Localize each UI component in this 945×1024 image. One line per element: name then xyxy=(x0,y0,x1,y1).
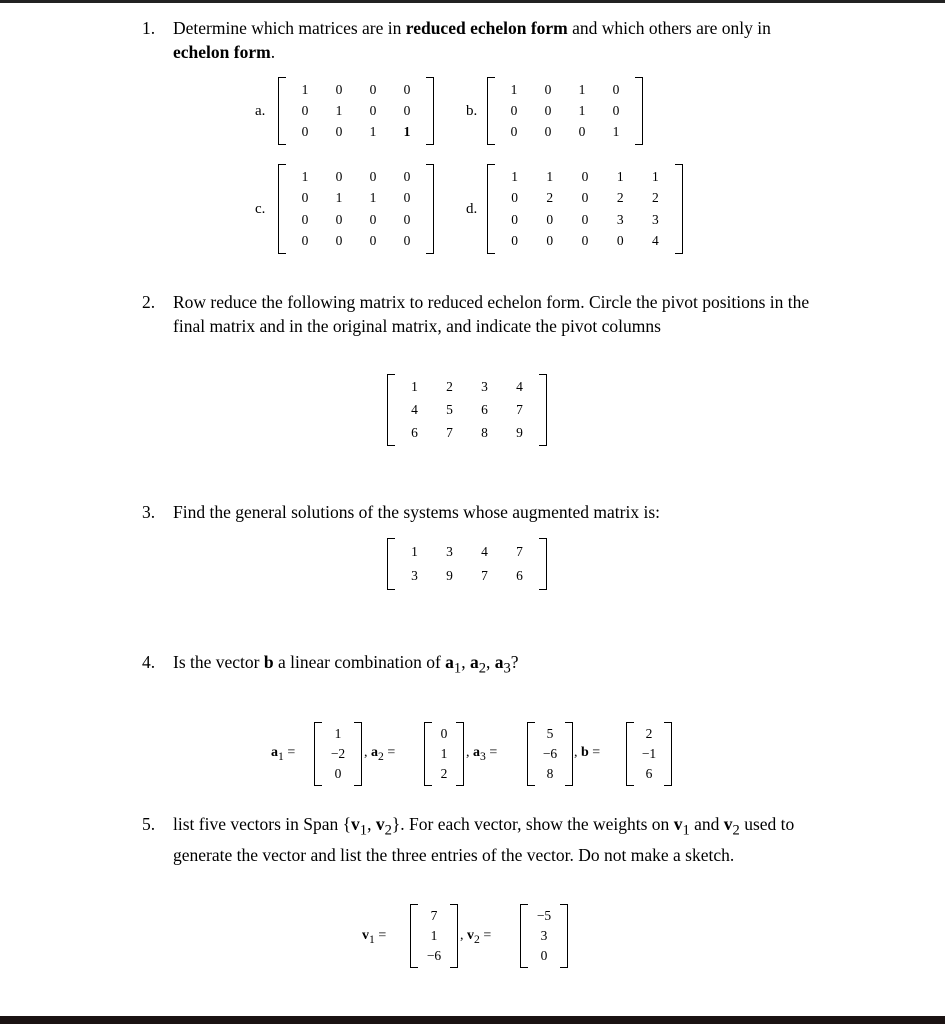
matrix-entry: 1 xyxy=(616,168,624,184)
matrix-entry: 0 xyxy=(369,81,377,97)
matrix-a xyxy=(278,77,434,145)
question-number: 2. xyxy=(142,292,156,312)
vector-v2-label: , $v_2$ = xyxy=(460,928,492,946)
matrix-entry: 3 xyxy=(446,544,453,559)
matrix-entry: 0 xyxy=(612,81,620,97)
question-text: Find the general solutions of the systems whose augmented matrix is: xyxy=(173,502,661,522)
matrix-entry: 0 xyxy=(301,211,309,227)
matrix-entry: −2 xyxy=(330,746,346,761)
matrix-entry: 0 xyxy=(301,233,309,249)
matrix-entry: 0 xyxy=(403,168,411,184)
matrix-entry: 7 xyxy=(481,568,488,583)
matrix-entry: −1 xyxy=(641,746,657,761)
matrix-entry: −5 xyxy=(536,908,552,923)
matrix-entry: 5 xyxy=(546,726,554,741)
matrix-entry: 0 xyxy=(581,211,589,227)
matrix-entry: 1 xyxy=(411,379,418,395)
matrix-entry: 6 xyxy=(516,568,523,583)
matrix-entry: 3 xyxy=(652,211,659,227)
matrix-entry: 0 xyxy=(511,233,518,249)
matrix-entry: 3 xyxy=(481,379,488,395)
matrix-entry: 6 xyxy=(645,766,653,781)
matrix-entry: 0 xyxy=(369,211,377,227)
matrix-entry: 0 xyxy=(335,81,343,97)
question-text: Row reduce the following matrix to reduced echelon form. Circle the pivot positions in the final matrix and in the original matrix, and indicate the pivot columns xyxy=(173,292,810,336)
matrix-entry: 8 xyxy=(546,766,554,781)
matrix-entry: 2 xyxy=(440,766,448,781)
matrix-entry: 1 xyxy=(440,746,448,761)
vector-a3 xyxy=(527,722,573,786)
matrix-entry: 4 xyxy=(516,379,523,395)
matrix-entry: 4 xyxy=(411,401,418,417)
matrix-entry: 1 xyxy=(369,190,377,206)
matrix-entry: 6 xyxy=(481,401,488,417)
augmented-matrix-q3 xyxy=(387,538,547,590)
matrix-entry: 0 xyxy=(335,168,343,184)
matrix-d xyxy=(487,164,683,254)
matrix-entry: 1 xyxy=(546,168,554,184)
matrix-entry: 0 xyxy=(335,124,343,140)
matrix-entry: 0 xyxy=(440,726,448,741)
question-1 xyxy=(142,16,822,64)
matrix-entry: 1 xyxy=(403,124,411,140)
matrix-entry: 0 xyxy=(369,168,377,184)
matrix-entry: 1 xyxy=(301,81,309,97)
matrix-c xyxy=(278,164,434,254)
matrix-q2 xyxy=(387,374,547,446)
matrix-entry: 0 xyxy=(546,211,554,227)
question-number: 5. xyxy=(142,814,156,834)
question-number: 3. xyxy=(142,502,156,522)
matrix-entry: 1 xyxy=(430,928,438,943)
matrix-entry: 0 xyxy=(544,124,552,140)
matrix-entry: 0 xyxy=(546,233,554,249)
matrix-entry: 1 xyxy=(301,168,309,184)
question-5 xyxy=(142,812,822,867)
matrix-label-a: a. xyxy=(255,103,266,119)
matrix-entry: 0 xyxy=(616,233,624,249)
matrix-entry: 0 xyxy=(510,102,518,118)
vector-b-label: , b = xyxy=(574,745,601,760)
matrix-entry: 2 xyxy=(652,190,659,206)
vector-a3-label: , $a_3$ = xyxy=(466,745,498,763)
matrix-label-d: d. xyxy=(466,201,478,217)
matrix-entry: 0 xyxy=(403,233,411,249)
matrix-entry: 0 xyxy=(544,102,552,118)
matrix-entry: 2 xyxy=(616,190,624,206)
vector-v2 xyxy=(520,904,568,968)
matrix-entry: 3 xyxy=(540,928,548,943)
matrix-entry: 0 xyxy=(403,81,411,97)
matrix-entry: 7 xyxy=(516,544,523,559)
matrix-entry: 0 xyxy=(612,102,620,118)
question-4 xyxy=(142,650,822,681)
matrix-entry: 1 xyxy=(334,726,342,741)
matrix-entry: 1 xyxy=(510,81,518,97)
matrix-entry: 1 xyxy=(578,102,586,118)
matrix-entry: 3 xyxy=(411,568,418,583)
matrix-entry: 1 xyxy=(612,124,620,140)
matrix-entry: 7 xyxy=(516,401,523,417)
question-text: list five vectors in Span {$v_1$, $v_2$}. For each vector, show the weights on $v_1$ and $v_2$ used to generate the vector and list the three entries of the vector. Do not make a sketch. xyxy=(173,814,795,865)
question-3 xyxy=(142,500,822,524)
vector-v1 xyxy=(410,904,458,968)
matrix-entry: 7 xyxy=(446,424,453,440)
matrix-entry: 0 xyxy=(578,124,586,140)
matrix-entry: 0 xyxy=(335,233,343,249)
vector-b xyxy=(626,722,672,786)
matrix-entry: 0 xyxy=(301,102,309,118)
matrix-entry: 1 xyxy=(335,102,343,118)
matrix-entry: 0 xyxy=(369,233,377,249)
matrix-entry: 0 xyxy=(335,211,343,227)
matrix-entry: 0 xyxy=(301,190,309,206)
matrix-entry: 0 xyxy=(334,766,342,781)
matrix-entry: 0 xyxy=(511,211,518,227)
matrix-entry: 0 xyxy=(581,168,589,184)
matrix-entry: 1 xyxy=(652,168,659,184)
question-number: 4. xyxy=(142,652,156,672)
question-2 xyxy=(142,290,822,338)
matrix-entry: 9 xyxy=(516,424,523,440)
matrix-entry: 0 xyxy=(403,190,411,206)
matrix-entry: 0 xyxy=(301,124,309,140)
vector-a2 xyxy=(424,722,464,786)
vector-a1-label: $a_1$ = xyxy=(271,745,296,763)
question-number: 1. xyxy=(142,18,156,38)
matrix-entry: 8 xyxy=(481,424,488,440)
top-border xyxy=(0,0,945,3)
matrix-entry: 1 xyxy=(335,190,343,206)
vector-a2-label: , $a_2$ = xyxy=(364,745,396,763)
matrix-entry: 1 xyxy=(369,124,377,140)
question-text: Determine which matrices are in reduced echelon form and which others are only in echelon form. xyxy=(173,18,771,62)
matrix-entry: 2 xyxy=(446,379,453,395)
vector-a1 xyxy=(314,722,362,786)
matrix-entry: 2 xyxy=(645,726,653,741)
matrix-entry: 0 xyxy=(511,190,518,206)
matrix-entry: 0 xyxy=(403,211,411,227)
matrix-entry: 0 xyxy=(581,190,589,206)
matrix-entry: 0 xyxy=(581,233,589,249)
matrix-entry: 1 xyxy=(411,544,418,559)
bottom-border xyxy=(0,1016,945,1024)
vector-v1-label: $v_1$ = xyxy=(362,928,387,946)
matrix-entry: 4 xyxy=(481,544,488,559)
matrix-entry: −6 xyxy=(426,948,442,963)
matrix-entry: 2 xyxy=(546,190,554,206)
matrix-entry: 1 xyxy=(578,81,586,97)
matrix-entry: 6 xyxy=(411,424,418,440)
matrix-entry: 1 xyxy=(511,168,518,184)
matrix-entry: 0 xyxy=(510,124,518,140)
matrix-b xyxy=(487,77,643,145)
matrix-entry: 0 xyxy=(544,81,552,97)
matrix-entry: 3 xyxy=(616,211,624,227)
matrix-label-b: b. xyxy=(466,103,478,119)
matrix-entry: 4 xyxy=(652,233,659,249)
matrix-entry: 0 xyxy=(403,102,411,118)
matrix-label-c: c. xyxy=(255,201,266,217)
matrix-entry: −6 xyxy=(542,746,558,761)
matrix-entry: 0 xyxy=(540,948,548,963)
matrix-entry: 7 xyxy=(430,908,438,923)
matrix-entry: 0 xyxy=(369,102,377,118)
question-text: Is the vector b a linear combination of $a_1$, $a_2$, $a_3$? xyxy=(173,652,519,677)
matrix-entry: 9 xyxy=(446,568,453,583)
matrix-entry: 5 xyxy=(446,401,453,417)
